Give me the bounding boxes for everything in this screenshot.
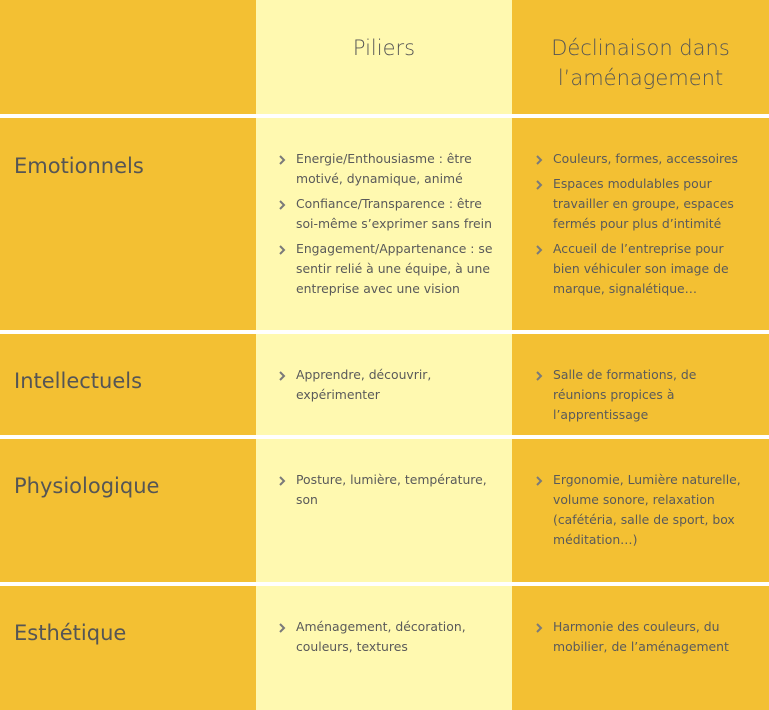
list-item [553, 470, 749, 550]
declinaison-list [512, 439, 769, 550]
chevron-right-icon [534, 476, 544, 486]
chevron-right-icon [534, 180, 544, 190]
list-item-text: Espaces modulables pour travailler en groupe, espaces fermés pour plus d’intimité [553, 176, 734, 231]
list-item-text: Energie/Enthousiasme : être motivé, dynamique, animé [296, 151, 472, 186]
piliers-list [256, 586, 512, 657]
declinaison-cell-physiologique [512, 439, 769, 582]
piliers-list [256, 334, 512, 405]
list-item [296, 149, 502, 189]
declinaison-cell-emotionnels [512, 118, 769, 330]
piliers-cell-physiologique [256, 439, 512, 582]
list-item-text: Posture, lumière, température, son [296, 472, 487, 507]
chevron-right-icon [277, 245, 287, 255]
chevron-right-icon [277, 200, 287, 210]
list-item-text: Apprendre, découvrir, expérimenter [296, 367, 432, 402]
list-item [553, 174, 749, 234]
piliers-list [256, 439, 512, 510]
list-item [553, 149, 749, 169]
row-label-text: Physiologique [14, 474, 160, 498]
list-item [296, 470, 502, 510]
declinaison-list [512, 586, 769, 657]
list-item-text: Engagement/Appartenance : se sentir relié à une équipe, à une entreprise avec une vision [296, 241, 493, 296]
declinaison-cell-esthetique [512, 586, 769, 710]
list-item-text: Accueil de l’entreprise pour bien véhiculer son image de marque, signalétique… [553, 241, 729, 296]
piliers-list [256, 118, 512, 299]
piliers-cell-intellectuels [256, 334, 512, 435]
row-label-esthetique [0, 586, 256, 710]
chevron-right-icon [277, 476, 287, 486]
chevron-right-icon [277, 371, 287, 381]
chevron-right-icon [277, 155, 287, 165]
list-item-text: Harmonie des couleurs, du mobilier, de l’aménagement [553, 619, 729, 654]
row-label-text: Intellectuels [14, 369, 143, 393]
declinaison-cell-intellectuels [512, 334, 769, 435]
list-item [553, 365, 749, 425]
list-item [296, 617, 502, 657]
piliers-cell-esthetique [256, 586, 512, 710]
declinaison-list [512, 334, 769, 425]
list-item-text: Salle de formations, de réunions propices à l’apprentissage [553, 367, 697, 422]
list-item [296, 194, 502, 234]
header-declinaison [512, 0, 769, 114]
list-item [553, 239, 749, 299]
row-label-physiologique [0, 439, 256, 582]
row-label-text: Emotionnels [14, 154, 144, 178]
chevron-right-icon [277, 623, 287, 633]
row-label-text: Esthétique [14, 621, 127, 645]
header-empty-cell [0, 0, 256, 114]
list-item [296, 365, 502, 405]
header-piliers [256, 0, 512, 114]
header-piliers-label: Piliers [352, 36, 416, 60]
row-label-emotionnels [0, 118, 256, 330]
header-declinaison-label: Déclinaison dans l’aménagement [551, 36, 730, 90]
chevron-right-icon [534, 623, 544, 633]
chevron-right-icon [534, 155, 544, 165]
list-item-text: Ergonomie, Lumière naturelle, volume sonore, relaxation (cafétéria, salle de sport, box méditation…) [553, 472, 741, 547]
list-item-text: Confiance/Transparence : être soi-même s’exprimer sans frein [296, 196, 492, 231]
list-item-text: Couleurs, formes, accessoires [553, 151, 738, 166]
chevron-right-icon [534, 245, 544, 255]
list-item [553, 617, 749, 657]
piliers-cell-emotionnels [256, 118, 512, 330]
row-label-intellectuels [0, 334, 256, 435]
list-item-text: Aménagement, décoration, couleurs, textures [296, 619, 466, 654]
list-item [296, 239, 502, 299]
declinaison-list [512, 118, 769, 299]
chevron-right-icon [534, 371, 544, 381]
